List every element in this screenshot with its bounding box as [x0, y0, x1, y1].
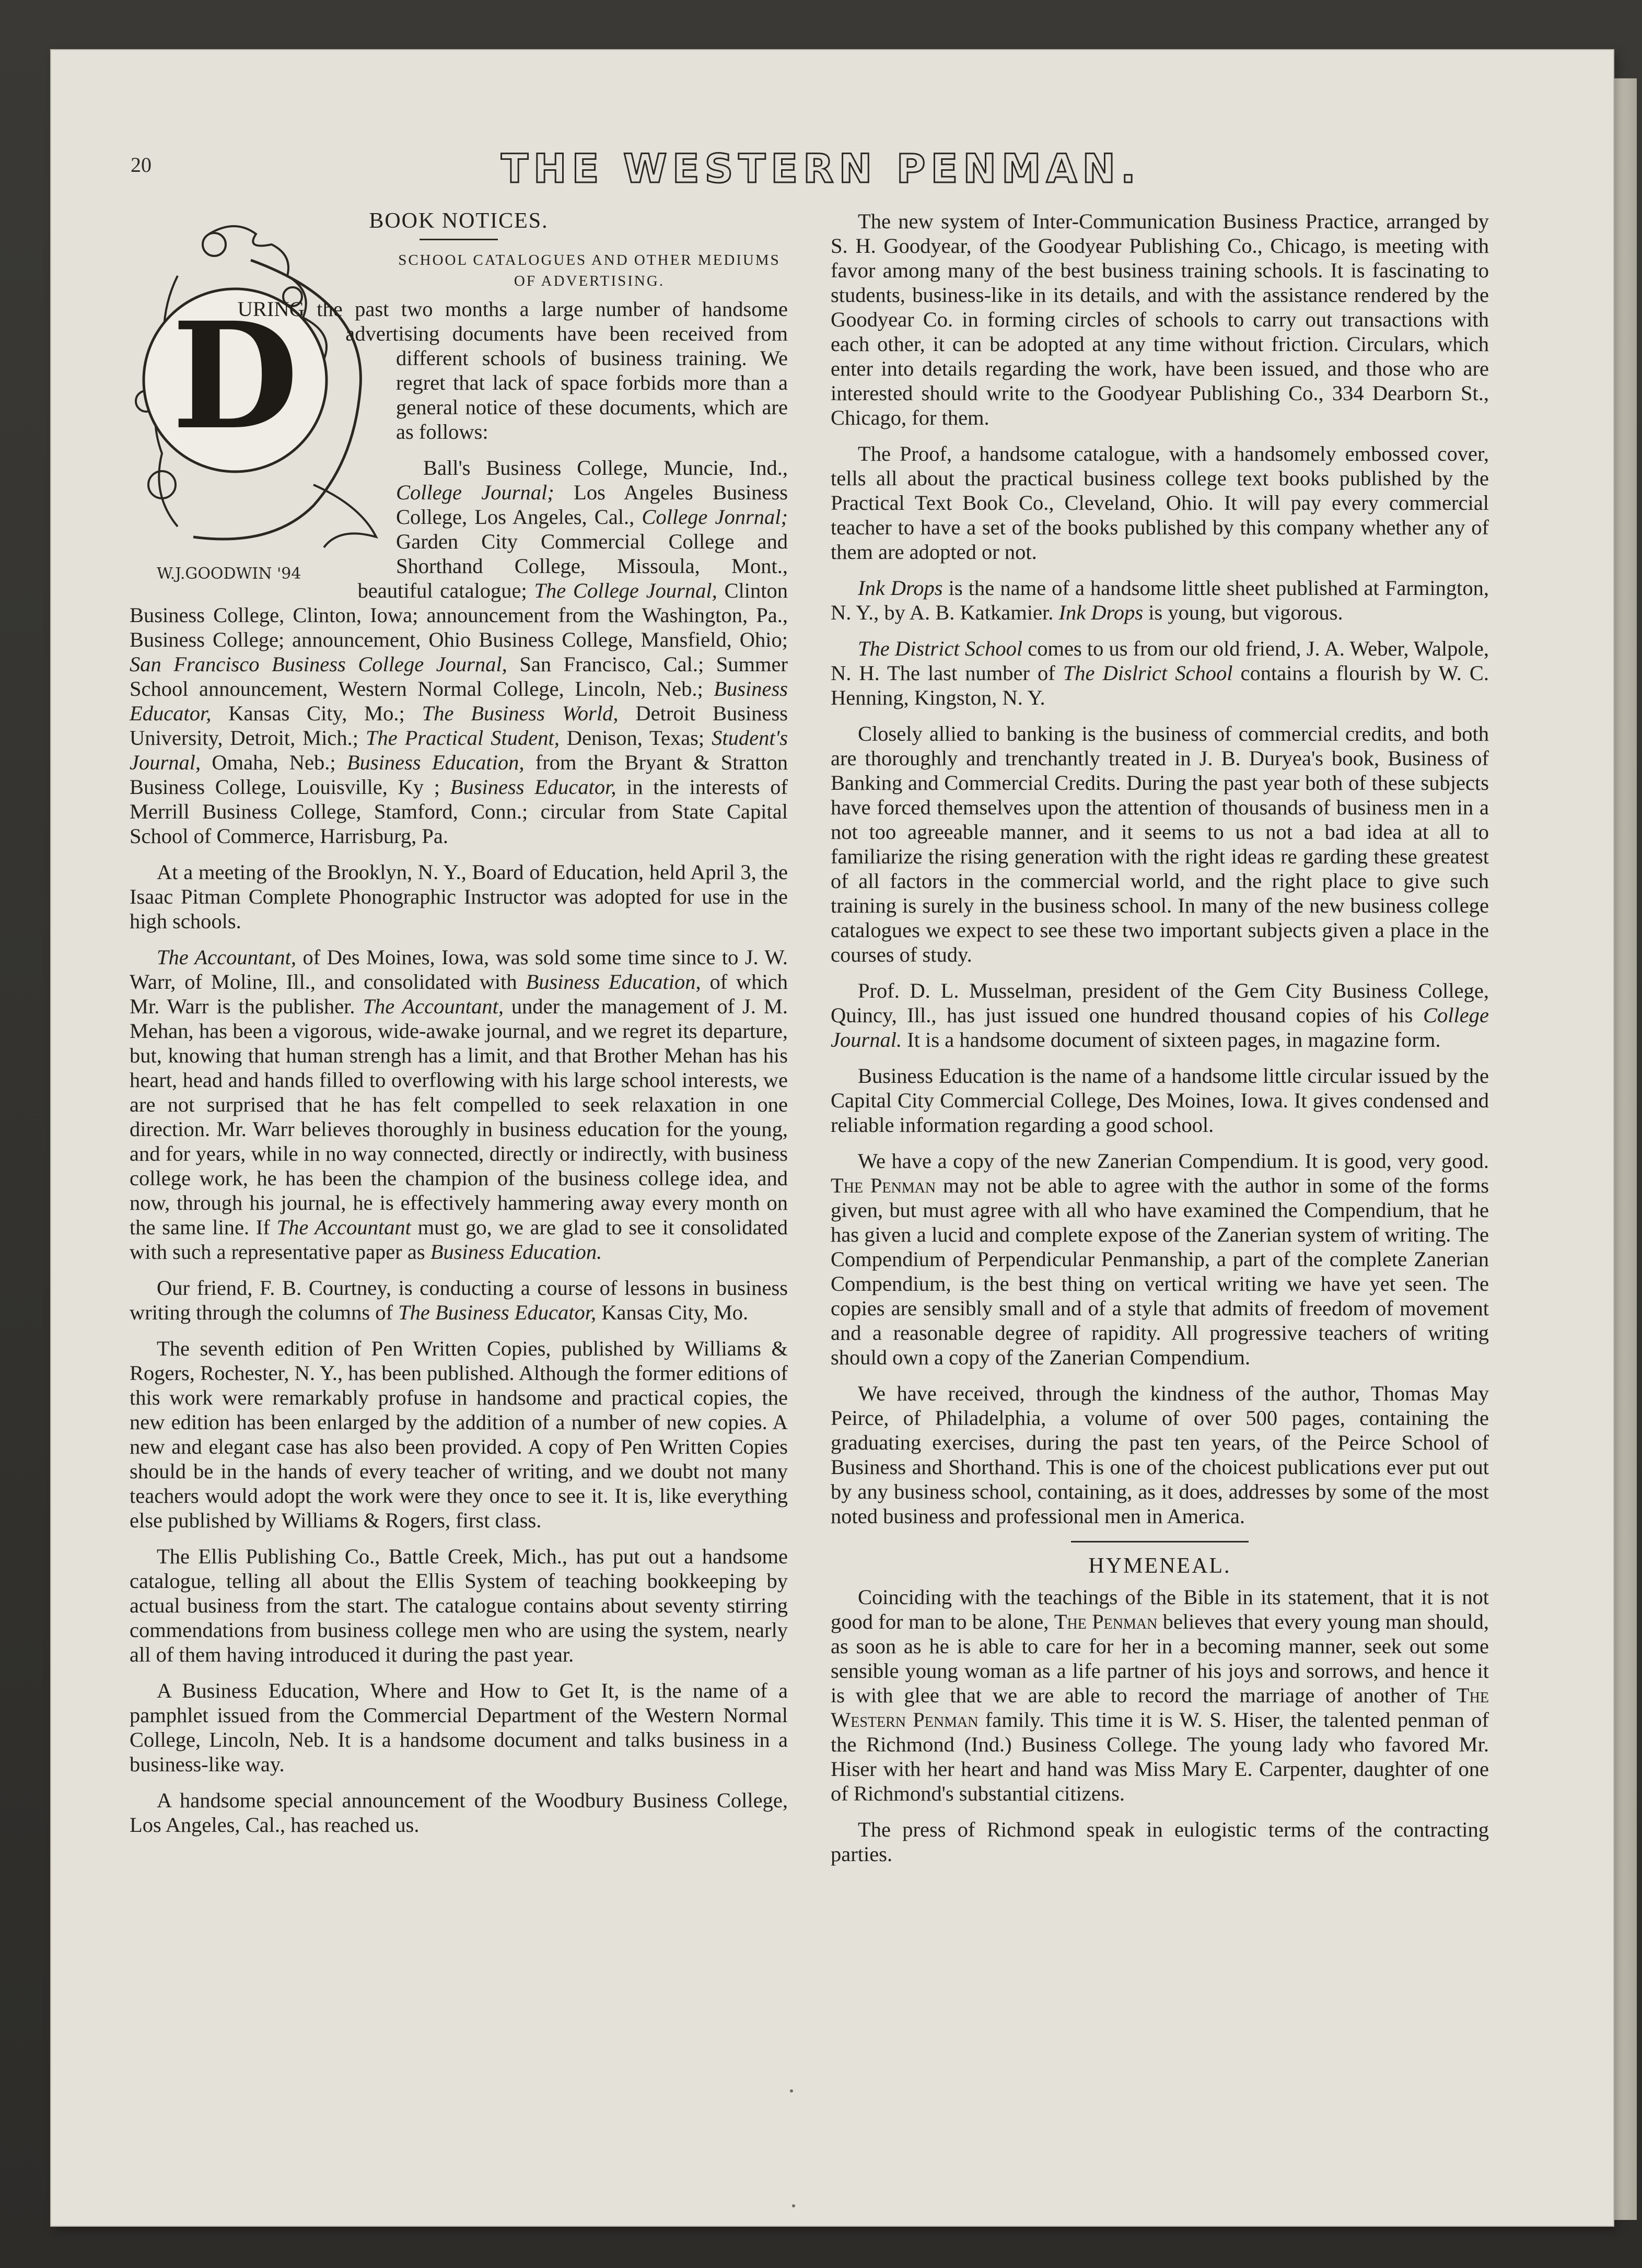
richmond-press-paragraph: The press of Richmond speak in eulogistic terms of the contracting parties. [831, 1818, 1489, 1866]
pen-written-copies-paragraph: The seventh edition of Pen Written Copies, published by Williams & Rogers, Rochester, N. Y., has been published. Although the former editions of this work were remarkably profuse in handsome and practical copies, the new edition has been enlarged by the addition of a number of new copies. A new and elegant case has also been provided. A copy of Pen Written Copies should be in the hands of every teacher of writing, and we doubt not many teachers would adopt the work were they once to see it. It is, like everything else published by Williams & Rogers, first class. [130, 1337, 788, 1532]
masthead-title: THE WESTERN PENMAN. [501, 145, 1141, 192]
peirce-paragraph: We have received, through the kindness of the author, Thomas May Peirce, of Philadelphia, a volume of over 500 pages, containing the graduating exercises, during the past ten years, of the Peirce School of Business and Shorthand. This is one of the choicest publications ever put out by any business school, containing, as it does, addresses by some of the most noted business and professional men in America. [831, 1382, 1489, 1528]
ink-drops-paragraph: Ink Drops is the name of a handsome little sheet published at Farmington, N. Y., by A. B. Katkamier. Ink Drops is young, but vigorous. [831, 576, 1489, 624]
accountant-paragraph: The Accountant, of Des Moines, Iowa, was sold some time since to J. W. Warr, of Moline, Ill., and consolidated with Business Education, of which Mr. Warr is the publisher. The Accountant, under the management of J. M. Mehan, has been a vigorous, wide-awake journal, and we regret its departure, but, knowing that human strengh has a limit, and that Brother Mehan has his heart, head and hands filled to overflowing with his large school interests, we are not surprised that he has felt compelled to seek relaxation in one direction. Mr. Warr believes thoroughly in business education for the young, and for years, while in no way connected, directly or indirectly, with business college work, he has been the champion of the business college idea, and now, through his journal, he is effectively hammering away every month on the same line. If The Accountant must go, we are glad to see it consolidated with such a representative paper as Business Education. [130, 945, 788, 1264]
svg-text:W.J.GOODWIN '94: W.J.GOODWIN '94 [157, 565, 301, 583]
hymeneal-heading: HYMENEAL. [1088, 1554, 1231, 1578]
next-page-edge [1613, 78, 1637, 2220]
paper-speck [792, 2204, 795, 2207]
paper-speck [790, 2089, 793, 2092]
left-column [130, 209, 788, 1849]
district-school-paragraph: The District School comes to us from our old friend, J. A. Weber, Walpole, N. H. The last number of The Dislrict School contains a flourish by W. C. Henning, Kingston, N. Y. [831, 637, 1489, 709]
hymeneal-paragraph: Coinciding with the teachings of the Bible in its statement, that it is not good for man to be alone, The Penman believes that every young man should, as soon as he is able to care for her in a becoming manner, seek out some sensible young woman as a life partner of his joys and sorrows, and hence it is with glee that we are able to record the marriage of another of The Western Penman family. This time it is W. S. Hiser, the talented penman of the Richmond (Ind.) Business College. The young lady who favored Mr. Hiser with her heart and hand was Miss Mary E. Carpenter, daughter of one of Richmond's substantial citizens. [831, 1585, 1489, 1805]
hymeneal-rule [1071, 1541, 1249, 1542]
woodbury-paragraph: A handsome special announcement of the Woodbury Business College, Los Angeles, Cal., has reached us. [130, 1788, 788, 1837]
right-column [831, 209, 1489, 1878]
capital-city-paragraph: Business Education is the name of a handsome little circular issued by the Capital City Commercial College, Des Moines, Iowa. It gives condensed and reliable information regarding a good school. [831, 1064, 1489, 1137]
ornamental-initial-d-icon [115, 213, 387, 600]
brooklyn-board-paragraph: At a meeting of the Brooklyn, N. Y., Board of Education, held April 3, the Isaac Pitman Complete Phonographic Instructor was adopted for use in the high schools. [130, 860, 788, 933]
svg-text:D: D [171, 290, 299, 462]
courtney-paragraph: Our friend, F. B. Courtney, is conducting a course of lessons in business writing through the columns of The Business Educator, Kansas City, Mo. [130, 1276, 788, 1324]
ellis-publishing-paragraph: The Ellis Publishing Co., Battle Creek, Mich., has put out a handsome catalogue, telling all about the Ellis System of teaching bookkeeping by actual business from the start. The catalogue contains about seventy stirring commendations from business college men who are using the system, nearly all of them having introduced it during the past year. [130, 1545, 788, 1666]
ornamental-initial [115, 213, 387, 600]
musselman-paragraph: Prof. D. L. Musselman, president of the Gem City Business College, Quincy, Ill., has just issued one hundred thousand copies of his College Journal. It is a handsome document of sixteen pages, in magazine form. [831, 979, 1489, 1051]
catalogue-list-paragraph: Ball's Business College, Muncie, Ind., College Journal; Los Angeles Business College, Los Angeles, Cal., College Jonrnal; Garden City Commercial College and Shorthand College, Missoula, Mont., beautiful catalogue; The College Journal, Clinton Business College, Clinton, Iowa; announcement from the Washington, Pa., Business College; announcement, Ohio Business College, Mansfield, Ohio; San Francisco Business College Journal, San Francisco, Cal.; Summer School announcement, Western Normal College, Lincoln, Neb.; Business Educator, Kansas City, Mo.; The Business World, Detroit Business University, Detroit, Mich.; The Practical Student, Denison, Texas; Student's Journal, Omaha, Neb.; Business Education, from the Bryant & Stratton Business College, Louisville, Ky ; Business Educator, in the interests of Merrill Business College, Stamford, Conn.; circular from State Capital School of Commerce, Harrisburg, Pa. [130, 456, 788, 848]
goodyear-paragraph: The new system of Inter-Communication Business Practice, arranged by S. H. Goodyear, of the Goodyear Publishing Co., Chicago, is meeting with favor among many of the best business training schools. It is fascinating to students, business-like in its details, and with the assistance rendered by the Goodyear Co. in forming circles of schools to carry out transactions with each other, it can be adopted at any time without friction. Circulars, which enter into details regarding the work, have been issued, and those who are interested should write to the Goodyear Publishing Co., 334 Dearborn St., Chicago, for them. [831, 209, 1489, 429]
business-education-pamphlet-paragraph: A Business Education, Where and How to Get It, is the name of a pamphlet issued from the Commercial Department of the Western Normal College, Lincoln, Neb. It is a handsome document and talks business in a business-like way. [130, 1679, 788, 1776]
book-notices-heading: BOOK NOTICES. [369, 209, 549, 233]
banking-credits-paragraph: Closely allied to banking is the business of commercial credits, and both are thoroughly and trenchantly treated in J. B. Duryea's book, Business of Banking and Commercial Credits. During the past year both of these subjects have forced themselves upon the attention of thousands of business men in a not too agreeable manner, and it seems to us not a bad idea at all to familiarize the rising generation with the right ideas re garding these greatest of all factors in the commercial world, and the right place to give such training is surely in the business school. In many of the new business college catalogues we expect to see these two important subjects given a place in the courses of study. [831, 722, 1489, 966]
page-number: 20 [131, 153, 152, 177]
book-notices-subheading: SCHOOL CATALOGUES AND OTHER MEDIUMS OF ADVERTISING. [398, 252, 781, 289]
book-notices-intro: URING the past two months a large number of handsome advertising documents have been received from different schools of business training. We regret that lack of space forbids more than a general notice of these documents, which are as follows: [237, 297, 788, 443]
heading-rule [420, 239, 498, 240]
zanerian-paragraph: We have a copy of the new Zanerian Compendium. It is good, very good. The Penman may not be able to agree with the author in some of the forms given, but must agree with all who have examined the Compendium, that he has given a lucid and complete expose of the Zanerian system of writing. The Compendium of Perpendicular Penmanship, a part of the complete Zanerian Compendium, is the best thing on vertical writing we have yet seen. The copies are sensibly small and of a style that admits of freedom of movement and a reasonable degree of rapidity. All progressive teachers of writing should own a copy of the Zanerian Compendium. [831, 1149, 1489, 1369]
the-proof-paragraph: The Proof, a handsome catalogue, with a handsomely embossed cover, tells all about the practical business college text books published by the Practical Text Book Co., Cleveland, Ohio. It will pay every commercial teacher to have a set of the books published by this company whether any of them are adopted or not. [831, 442, 1489, 564]
